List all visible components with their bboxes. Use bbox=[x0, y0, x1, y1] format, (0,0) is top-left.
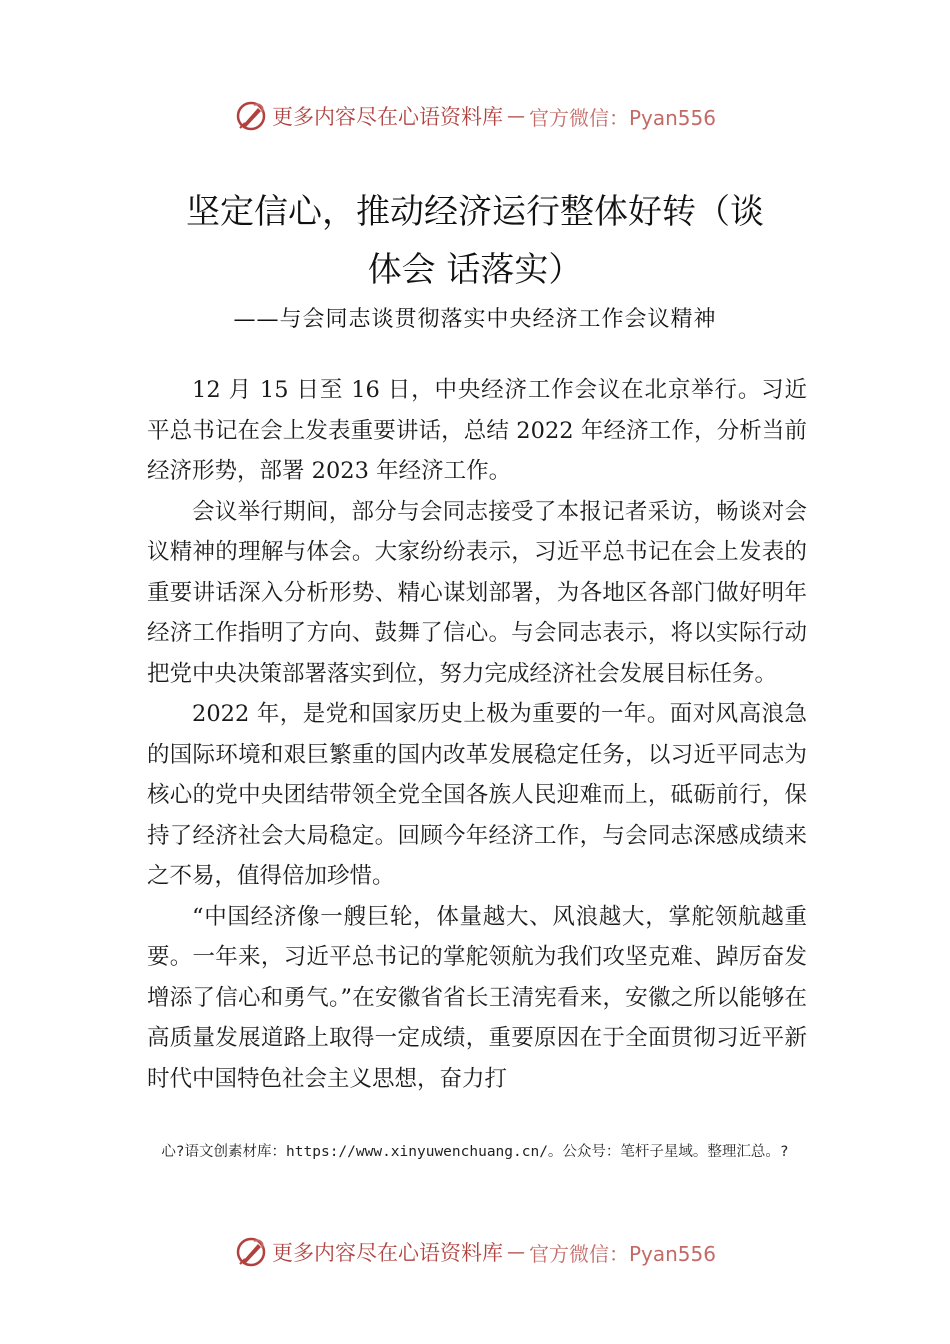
banner-dash: — bbox=[506, 1241, 525, 1263]
quill-pen-logo-icon bbox=[234, 99, 268, 133]
header-banner bbox=[0, 96, 950, 136]
banner-wechat-text: 官方微信：Pyan556 bbox=[528, 1241, 716, 1266]
banner-wechat-text: 官方微信：Pyan556 bbox=[528, 105, 716, 130]
paragraph: 12 月 15 日至 16 日，中央经济工作会议在北京举行。习近平总书记在会上发表重要讲话，总结 2022 年经济工作，分析当前经济形势，部署 2023 年经济工作。 bbox=[147, 377, 807, 484]
article-title-line-1: 坚定信心，推动经济运行整体好转（谈 bbox=[186, 192, 764, 232]
article-subtitle: ——与会同志谈贯彻落实中央经济工作会议精神 bbox=[233, 307, 717, 332]
footer-banner bbox=[0, 1232, 950, 1272]
quill-pen-logo-icon bbox=[234, 1235, 268, 1269]
article-body bbox=[147, 370, 807, 1099]
banner-dash: — bbox=[506, 105, 525, 127]
paragraph: “中国经济像一艘巨轮，体量越大、风浪越大，掌舵领航越重要。一年来，习近平总书记的掌舵领航为我们攻坚克难、踔厉奋发增添了信心和勇气。”在安徽省省长王清宪看来，安徽之所以能够在高质量发展道路上取得一定成绩，重要原因在于全面贯彻习近平新时代中国特色社会主义思想，奋力打 bbox=[147, 903, 807, 1092]
paragraph: 会议举行期间，部分与会同志接受了本报记者采访，畅谈对会议精神的理解与体会。大家纷纷表示，习近平总书记在会上发表的重要讲话深入分析形势、精心谋划部署，为各地区各部门做好明年经济工作指明了方向、鼓舞了信心。与会同志表示，将以实际行动把党中央决策部署落实到位，努力完成经济社会发展目标任务。 bbox=[147, 498, 807, 687]
article-title-line-2: 体会 话落实） bbox=[367, 250, 583, 290]
banner-brand-text: 更多内容尽在心语资料库 bbox=[271, 1241, 503, 1265]
banner-brand-text: 更多内容尽在心语资料库 bbox=[271, 105, 503, 129]
source-footnote: 心?语文创素材库：https://www.xinyuwenchuang.cn/。公众号：笔杆子星域。整理汇总。? bbox=[161, 1144, 789, 1160]
paragraph: 2022 年，是党和国家历史上极为重要的一年。面对风高浪急的国际环境和艰巨繁重的国内改革发展稳定任务，以习近平同志为核心的党中央团结带领全党全国各族人民迎难而上，砥砺前行，保持了经济社会大局稳定。回顾今年经济工作，与会同志深感成绩来之不易，值得倍加珍惜。 bbox=[147, 701, 807, 889]
